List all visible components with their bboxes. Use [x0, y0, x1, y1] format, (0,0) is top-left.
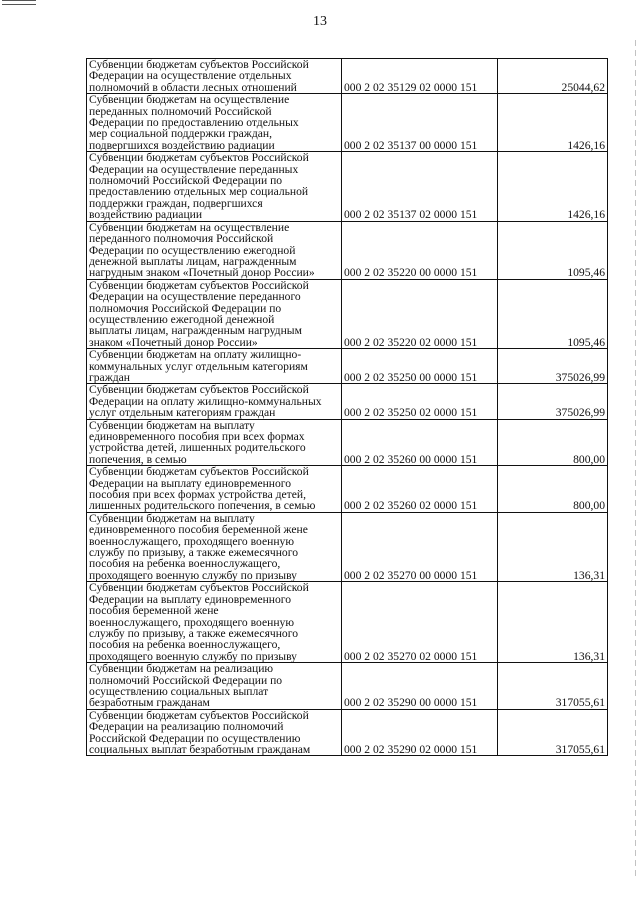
description-line: коммунальных услуг отдельным категориям — [89, 359, 308, 373]
description-line: Федерации на осуществление отдельных — [89, 69, 292, 83]
description-line: воздействию радиации — [89, 208, 203, 222]
description-line: осуществлению ежегодной денежной — [89, 312, 275, 326]
description-line: Субвенции бюджетам на выплату — [89, 418, 255, 432]
description-line: нагрудным знаком «Почетный донор России» — [89, 266, 315, 280]
row-description — [87, 152, 342, 221]
row-budget-code: 000 2 02 35137 02 0000 151 — [342, 152, 498, 221]
description-line: пособия на ребенка военнослужащего, — [89, 557, 281, 571]
description-line: граждан — [89, 370, 130, 384]
description-line: подвергшихся воздействию радиации — [89, 138, 275, 152]
row-budget-code: 000 2 02 35270 00 0000 151 — [342, 512, 498, 581]
table-row — [87, 152, 608, 221]
row-budget-code: 000 2 02 35290 00 0000 151 — [342, 663, 498, 710]
row-budget-code: 000 2 02 35260 00 0000 151 — [342, 419, 498, 466]
description-line: денежной выплаты лицам, награжденным — [89, 254, 297, 268]
table-row — [87, 94, 608, 152]
row-description — [87, 384, 342, 419]
description-line: услуг отдельным категориям граждан — [89, 406, 276, 420]
description-line: единовременного пособия при всех формах — [89, 430, 305, 443]
description-line: знаком «Почетный донор России» — [89, 335, 258, 349]
row-budget-code: 000 2 02 35250 02 0000 151 — [342, 384, 498, 419]
description-line: безработным гражданам — [89, 696, 210, 710]
description-line: переданных полномочий Российской — [89, 104, 272, 118]
row-amount: 136,31 — [498, 582, 608, 663]
description-line: предоставлению отдельных мер социальной — [89, 185, 309, 199]
description-line: мер социальной поддержки граждан, — [89, 127, 272, 141]
row-amount: 136,31 — [498, 512, 608, 581]
description-line: осуществлению социальных выплат — [89, 684, 269, 698]
description-line: Федерации на осуществление переданного — [89, 290, 301, 304]
row-amount: 1095,46 — [498, 279, 608, 348]
description-line: Федерации по предоставлению отдельных — [89, 116, 299, 130]
row-description — [87, 59, 342, 94]
row-budget-code: 000 2 02 35290 02 0000 151 — [342, 709, 498, 756]
description-line: пособия при всех формах устройства детей, — [89, 488, 306, 502]
table-row — [87, 221, 608, 279]
row-description — [87, 466, 342, 513]
table-row — [87, 279, 608, 348]
description-line: Федерации на оплату жилищно-коммунальных — [89, 394, 322, 408]
row-description — [87, 279, 342, 348]
description-line: Субвенции бюджетам субъектов Российской — [89, 465, 309, 479]
row-description — [87, 582, 342, 663]
row-budget-code: 000 2 02 35137 00 0000 151 — [342, 94, 498, 152]
description-line: попечения, в семью — [89, 452, 187, 466]
description-line: службу по призыву, а также ежемесячного — [89, 546, 298, 560]
description-line: Субвенции бюджетам на выплату — [89, 511, 255, 525]
row-amount: 1426,16 — [498, 152, 608, 221]
description-line: Федерации по осуществлению ежегодной — [89, 243, 296, 257]
description-line: Субвенции бюджетам субъектов Российской — [89, 708, 309, 722]
description-line: Субвенции бюджетам субъектов Российской — [89, 58, 309, 71]
description-line: Федерации на реализацию полномочий — [89, 720, 284, 734]
description-line: полномочия Российской Федерации по — [89, 301, 282, 315]
table-row — [87, 419, 608, 466]
description-line: военнослужащего, проходящего военную — [89, 534, 294, 548]
description-line: проходящего военную службу по призыву — [89, 649, 297, 663]
description-line: поддержки граждан, подвергшихся — [89, 196, 263, 210]
row-amount: 1095,46 — [498, 221, 608, 279]
row-description — [87, 349, 342, 384]
row-amount: 375026,99 — [498, 349, 608, 384]
description-line: Субвенции бюджетам на реализацию — [89, 662, 274, 676]
row-description — [87, 709, 342, 756]
row-budget-code: 000 2 02 35270 02 0000 151 — [342, 582, 498, 663]
page-edge-line — [635, 40, 636, 880]
description-line: Субвенции бюджетам субъектов Российской — [89, 151, 309, 165]
row-budget-code: 000 2 02 35129 02 0000 151 — [342, 59, 498, 94]
row-description — [87, 94, 342, 152]
description-line: полномочий в области лесных отношений — [89, 80, 297, 94]
description-line: устройства детей, лишенных родительского — [89, 441, 306, 455]
row-description — [87, 663, 342, 710]
row-amount: 800,00 — [498, 466, 608, 513]
description-line: военнослужащего, проходящего военную — [89, 615, 294, 629]
row-description — [87, 419, 342, 466]
row-amount: 317055,61 — [498, 709, 608, 756]
description-line: Субвенции бюджетам субъектов Российской — [89, 383, 309, 397]
table-row — [87, 384, 608, 419]
description-line: социальных выплат безработным гражданам — [89, 742, 311, 756]
page-number: 13 — [313, 14, 327, 29]
table-row — [87, 466, 608, 513]
description-line: Российской Федерации по осуществлению — [89, 731, 301, 745]
table-row — [87, 663, 608, 710]
description-line: Субвенции бюджетам на осуществление — [89, 220, 290, 234]
description-line: лишенных родительского попечения, в семью — [89, 499, 316, 513]
row-budget-code: 000 2 02 35250 00 0000 151 — [342, 349, 498, 384]
description-line: единовременного пособия беременной жене — [89, 523, 308, 537]
description-line: проходящего военную службу по призыву — [89, 568, 297, 582]
description-line: Федерации на выплату единовременного — [89, 476, 292, 490]
table-row — [87, 512, 608, 581]
row-description — [87, 221, 342, 279]
row-amount: 375026,99 — [498, 384, 608, 419]
description-line: полномочий Российской Федерации по — [89, 673, 283, 687]
row-amount: 317055,61 — [498, 663, 608, 710]
description-line: Федерации на выплату единовременного — [89, 592, 292, 606]
description-line: полномочий Российской Федерации по — [89, 174, 283, 188]
corner-mark — [2, 0, 36, 5]
description-line: пособия на ребенка военнослужащего, — [89, 638, 281, 652]
row-amount: 1426,16 — [498, 94, 608, 152]
row-budget-code: 000 2 02 35260 02 0000 151 — [342, 466, 498, 513]
row-amount: 25044,62 — [498, 59, 608, 94]
row-budget-code: 000 2 02 35220 00 0000 151 — [342, 221, 498, 279]
revenue-table — [86, 58, 608, 756]
description-line: пособия беременной жене — [89, 604, 219, 618]
description-line: переданного полномочия Российской — [89, 232, 274, 246]
description-line: службу по призыву, а также ежемесячного — [89, 626, 298, 640]
table-row — [87, 349, 608, 384]
table-row — [87, 582, 608, 663]
description-line: Субвенции бюджетам субъектов Российской — [89, 581, 309, 595]
table-row — [87, 709, 608, 756]
description-line: Субвенции бюджетам на оплату жилищно- — [89, 348, 302, 362]
table-row — [87, 59, 608, 94]
description-line: выплаты лицам, награжденным нагрудным — [89, 324, 302, 338]
description-line: Федерации на осуществление переданных — [89, 162, 299, 176]
description-line: Субвенции бюджетам на осуществление — [89, 93, 290, 107]
description-line: Субвенции бюджетам субъектов Российской — [89, 278, 309, 292]
row-amount: 800,00 — [498, 419, 608, 466]
row-budget-code: 000 2 02 35220 02 0000 151 — [342, 279, 498, 348]
row-description — [87, 512, 342, 581]
